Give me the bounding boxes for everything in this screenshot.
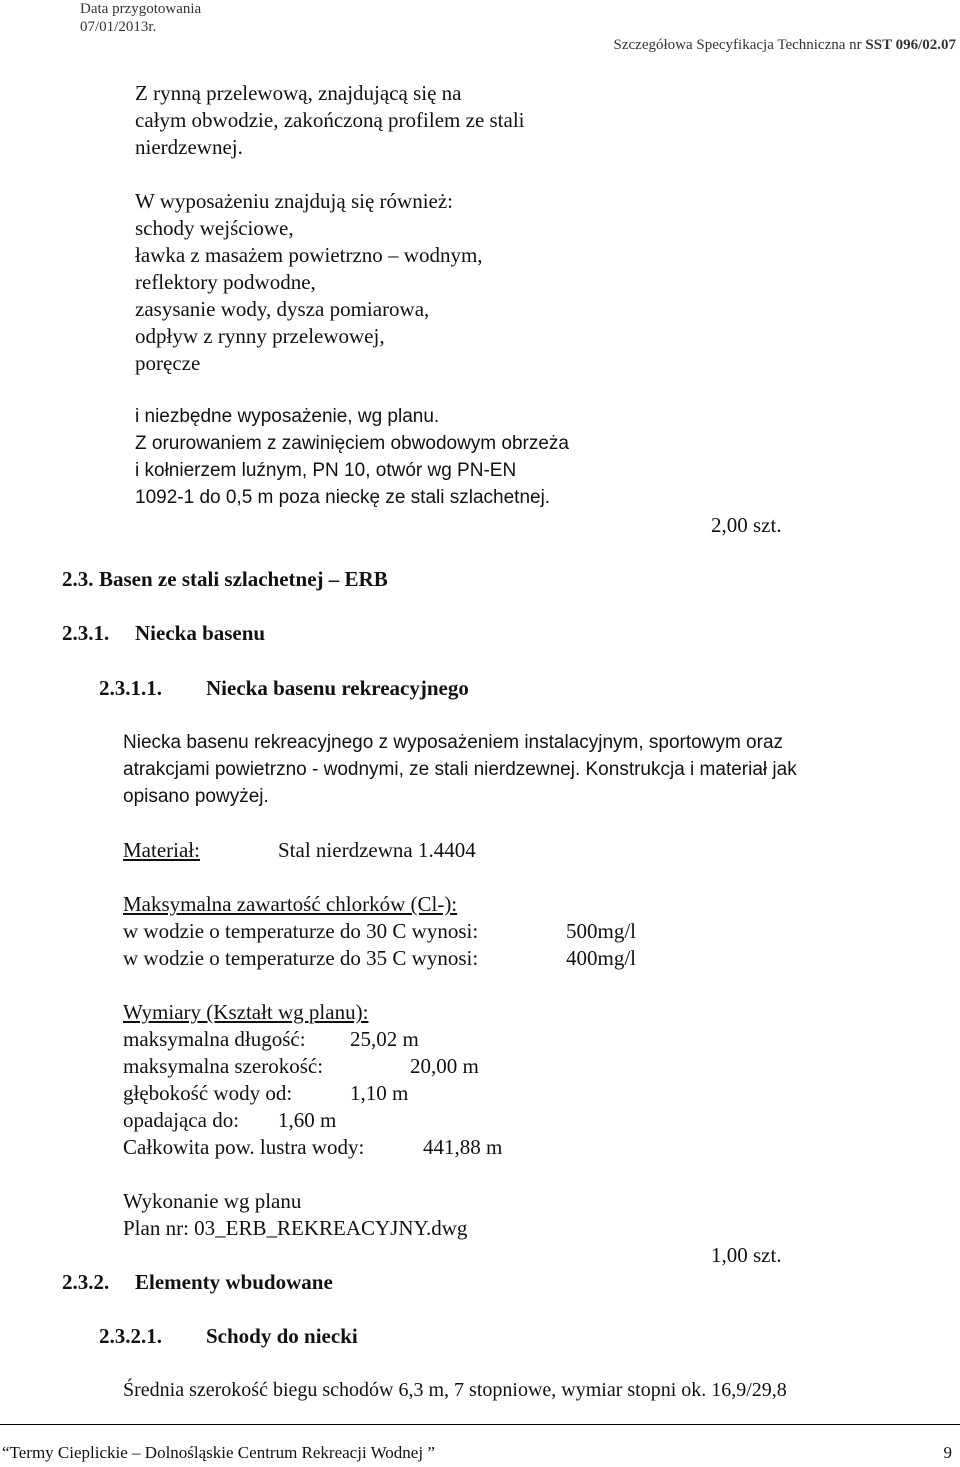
block1-line-2: nierdzewnej. [135, 135, 243, 159]
section-2-3-number: 2.3. [62, 567, 94, 591]
block1-line-1: całym obwodzie, zakończoną profilem ze stali [135, 108, 525, 132]
section-2-3-title: Basen ze stali szlachetnej – ERB [99, 567, 388, 591]
block2-line-2: i kołnierzem luźnym, PN 10, otwór wg PN-EN [135, 460, 517, 481]
footer-divider [0, 1424, 960, 1425]
dimensions-row-1-label: maksymalna szerokość: [123, 1054, 324, 1078]
equipment-line-3: reflektory podwodne, [135, 270, 316, 294]
equipment-line-4: zasysanie wody, dysza pomiarowa, [135, 297, 430, 321]
block2-line-0: i niezbędne wyposażenie, wg planu. [135, 406, 440, 427]
equipment-line-5: odpływ z rynny przelewowej, [135, 324, 385, 348]
dimensions-row-4-label: Całkowita pow. lustra wody: [123, 1135, 365, 1159]
dimensions-row-0-value: 25,02 m [350, 1027, 419, 1051]
description-line-1: atrakcjami powietrzno - wodnymi, ze stali nierdzewnej. Konstrukcja i materiał jak [123, 759, 797, 780]
header-date-label: Data przygotowania [80, 1, 202, 17]
block2-line-1: Z orurowaniem z zawinięciem obwodowym obrzeża [135, 433, 570, 454]
equipment-line-2: ławka z masażem powietrzno – wodnym, [135, 243, 483, 267]
plan-line-2: Plan nr: 03_ERB_REKREACYJNY.dwg [123, 1216, 468, 1240]
header-spec-prefix: Szczegółowa Specyfikacja Techniczna nr [613, 37, 866, 53]
stairs-text: Średnia szerokość biegu schodów 6,3 m, 7 stopniowe, wymiar stopni ok. 16,9/29,8 [123, 1379, 787, 1401]
plan-quantity: 1,00 szt. [711, 1243, 782, 1267]
dimensions-row-2-label: głębokość wody od: [123, 1081, 293, 1105]
chlorides-row-1-label: w wodzie o temperaturze do 35 C wynosi: [123, 946, 479, 970]
footer-text: “Termy Cieplickie – Dolnośląskie Centrum Rekreacji Wodnej ” [2, 1443, 435, 1462]
chlorides-row-0-value: 500mg/l [566, 919, 637, 943]
section-2-3-2-number: 2.3.2. [62, 1270, 110, 1294]
section-2-3-2-1-number: 2.3.2.1. [99, 1324, 162, 1348]
dimensions-heading: Wymiary (Kształt wg planu): [123, 1000, 369, 1024]
description-line-2: opisano powyżej. [123, 786, 269, 807]
dimensions-row-3-value: 1,60 m [278, 1108, 337, 1132]
section-2-3-2-1-title: Schody do niecki [206, 1324, 358, 1348]
section-2-3-1-1-number: 2.3.1.1. [99, 676, 162, 700]
block2-quantity: 2,00 szt. [711, 513, 782, 537]
section-2-3-1-1-title: Niecka basenu rekreacyjnego [206, 676, 469, 700]
chlorides-row-0-label: w wodzie o temperaturze do 30 C wynosi: [123, 919, 479, 943]
chlorides-row-1-value: 400mg/l [566, 946, 637, 970]
header-date-value: 07/01/2013r. [80, 19, 157, 35]
section-2-3-2-title: Elementy wbudowane [135, 1270, 333, 1294]
header-spec-number: SST 096/02.07 [865, 37, 956, 53]
block2-line-3: 1092-1 do 0,5 m poza nieckę ze stali szlachetnej. [135, 487, 551, 508]
header-spec [614, 37, 956, 54]
material-value: Stal nierdzewna 1.4404 [278, 838, 476, 862]
equipment-line-6: poręcze [135, 351, 201, 375]
dimensions-row-0-label: maksymalna długość: [123, 1027, 306, 1051]
section-2-3-1-title: Niecka basenu [135, 621, 266, 645]
chlorides-heading: Maksymalna zawartość chlorków (Cl-): [123, 892, 458, 916]
dimensions-row-1-value: 20,00 m [410, 1054, 479, 1078]
equipment-line-1: schody wejściowe, [135, 216, 294, 240]
section-2-3-1-number: 2.3.1. [62, 621, 110, 645]
block1-line-0: Z rynną przelewową, znajdującą się na [135, 81, 462, 105]
equipment-line-0: W wyposażeniu znajdują się również: [135, 189, 454, 213]
material-label: Materiał: [123, 838, 200, 862]
plan-line-1: Wykonanie wg planu [123, 1189, 302, 1213]
dimensions-row-3-label: opadająca do: [123, 1108, 240, 1132]
dimensions-row-4-value: 441,88 m [423, 1135, 503, 1159]
footer-page-number: 9 [943, 1443, 952, 1462]
dimensions-row-2-value: 1,10 m [350, 1081, 409, 1105]
description-line-0: Niecka basenu rekreacyjnego z wyposażeniem instalacyjnym, sportowym oraz [123, 732, 784, 753]
